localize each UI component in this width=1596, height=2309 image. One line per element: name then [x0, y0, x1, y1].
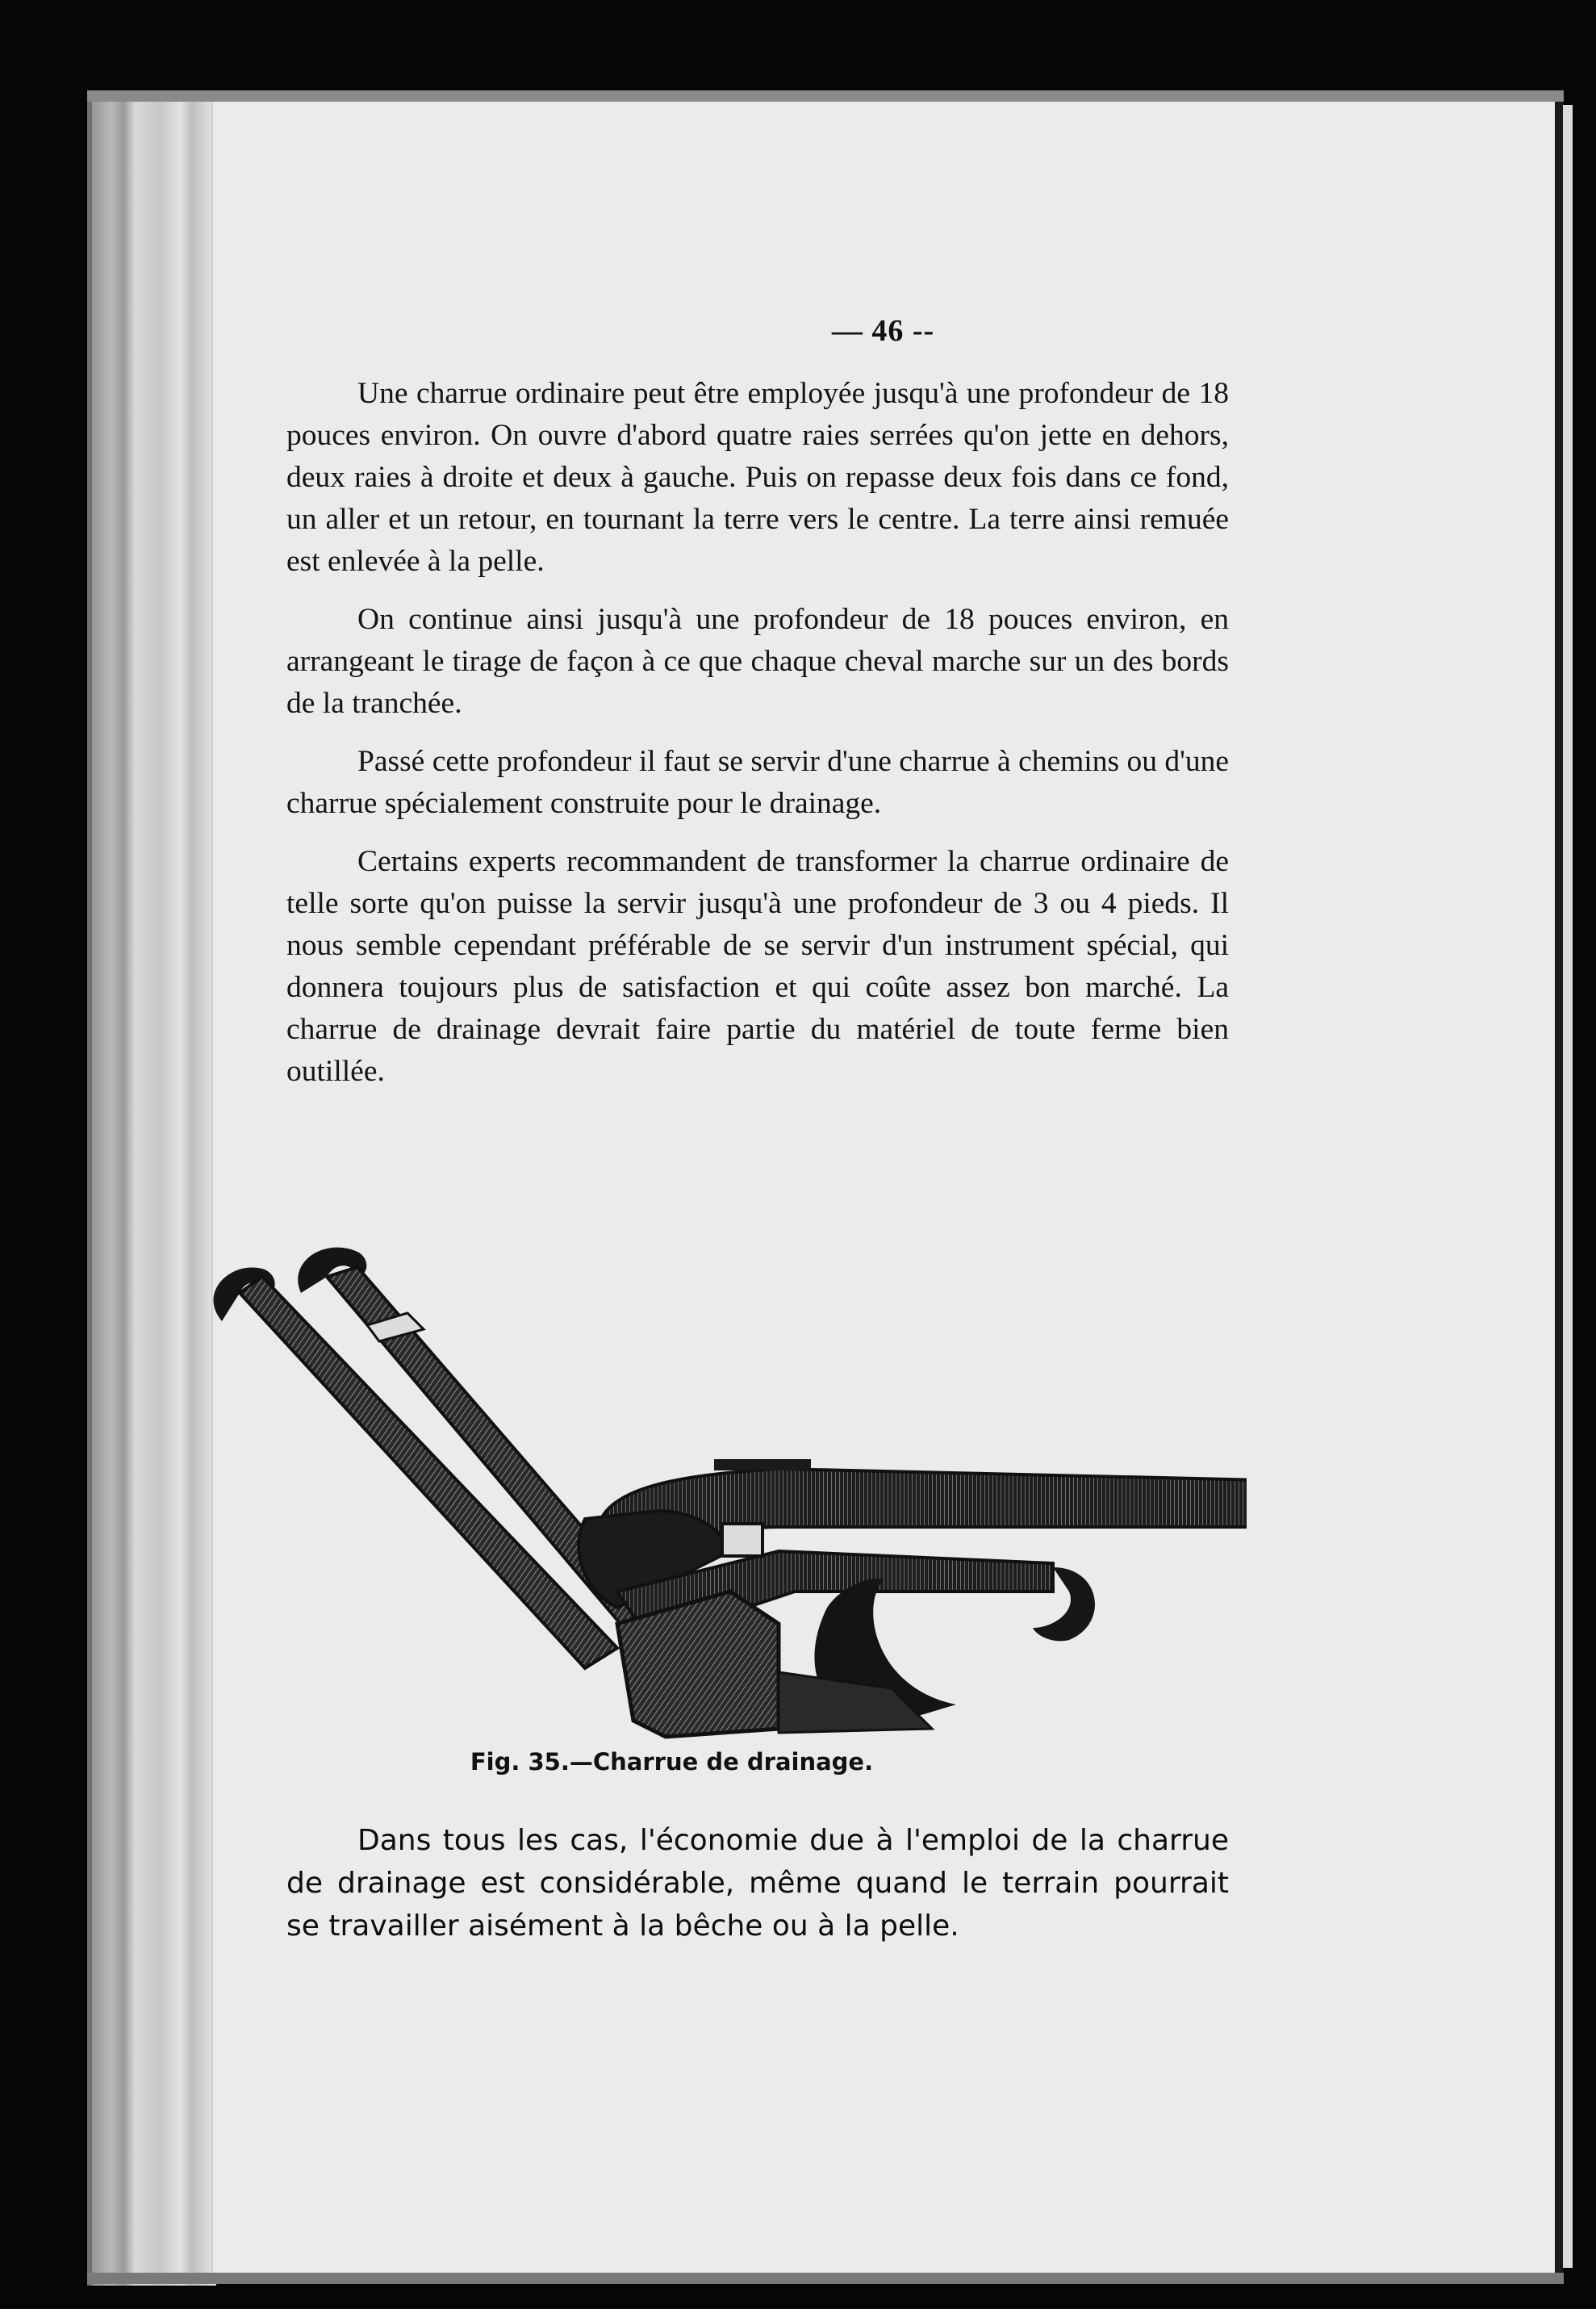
page-top-border	[87, 90, 1564, 102]
plough-handles	[214, 1248, 666, 1668]
paragraph-4: Certains experts recommandent de transformer la charrue ordinaire de telle sorte qu'on puisse la servir jusqu'à une profondeur de 3 ou 4 pieds. Il nous semble cependant préférable de se servir d'un instrument spécial, qui donnera toujours plus de satisfaction et qui coûte assez bon marché. La charrue de drainage devrait faire partie du matériel de toute ferme bien outillée.	[286, 845, 1229, 1088]
next-page-edge	[1563, 105, 1573, 2268]
page-number: — 46 --	[831, 314, 935, 348]
paragraph-2: On continue ainsi jusqu'à une profondeur de 18 pouces environ, en arrangeant le tirage de façon à ce que chaque cheval marche sur un des bords de la tranchée.	[286, 603, 1229, 720]
closing-paragraph: Dans tous les cas, l'économie due à l'emploi de la charrue de drainage est considérable, même quand le terrain pourrait se travailler aisément à la bêche ou à la pelle.	[286, 1824, 1229, 1943]
paragraph-3: Passé cette profondeur il faut se servir d'une charrue à chemins ou d'une charrue spécialement construite pour le drainage.	[286, 745, 1229, 820]
drainage-plough-illustration	[165, 1172, 1247, 1745]
plough-body	[579, 1511, 1095, 1737]
body-text	[286, 373, 1229, 1109]
paragraph-1: Une charrue ordinaire peut être employée jusqu'à une profondeur de 18 pouces environ. On ouvre d'abord quatre raies serrées qu'on jette en dehors, deux raies à droite et deux à gauche. Puis on repasse deux fois dans ce fond, un aller et un retour, en tournant la terre vers le centre. La terre ainsi remuée est enlevée à la pelle.	[286, 377, 1229, 578]
figure-caption: Fig. 35.—Charrue de drainage.	[470, 1748, 874, 1776]
page-right-border	[1555, 102, 1563, 2273]
page-bottom-border	[87, 2273, 1564, 2284]
